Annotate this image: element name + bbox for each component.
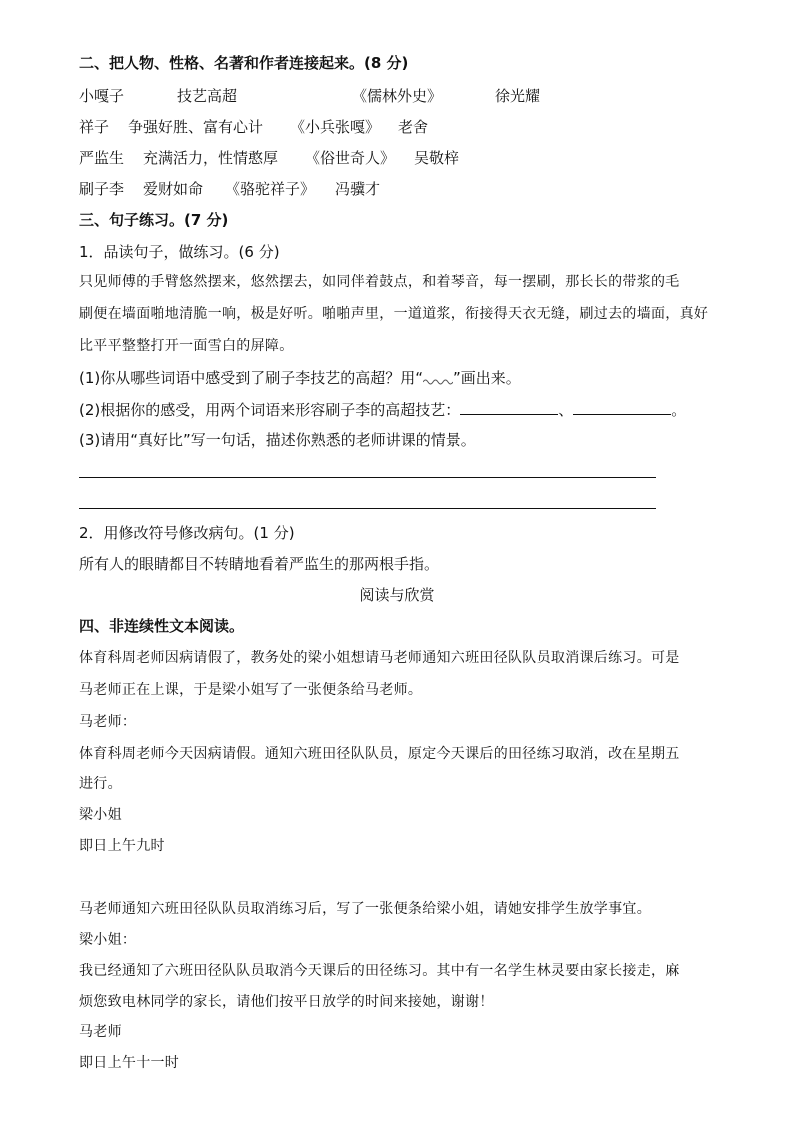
note-salutation: 马老师： xyxy=(79,714,137,730)
note-body-line: 体育科周老师今天因病请假。通知六班田径队队员，原定今天课后的田径练习取消，改在星期五 xyxy=(79,746,680,762)
question2-sentence: 所有人的眼睛都目不转睛地看着严监生的那两根手指。 xyxy=(79,555,440,573)
intro-line: 马老师正在上课，于是梁小姐写了一张便条给马老师。 xyxy=(79,682,423,698)
match-person: 严监生 xyxy=(79,149,125,167)
sub2-end: 。 xyxy=(671,401,687,419)
match-person: 祥子 xyxy=(79,118,110,136)
sub-question-3: (3)请用“真好比”写一句话，描述你熟悉的老师讲课的情景。 xyxy=(79,431,476,449)
note-time: 即日上午九时 xyxy=(79,838,165,854)
note-body-line: 我已经通知了六班田径队队员取消今天课后的田径练习。其中有一名学生林灵要由家长接走，麻 xyxy=(79,963,680,979)
sub-question-2 xyxy=(79,399,686,420)
sub2-text: (2)根据你的感受，用两个词语来形容刷子李的高超技艺： xyxy=(79,401,461,419)
match-person: 刷子李 xyxy=(79,180,125,198)
match-author: 冯骥才 xyxy=(335,180,381,198)
match-author: 徐光耀 xyxy=(495,87,541,105)
wavy-underline-icon xyxy=(423,371,453,391)
match-book: 《小兵张嘎》 xyxy=(290,118,381,136)
match-book: 《俗世奇人》 xyxy=(305,149,396,167)
match-trait: 技艺高超 xyxy=(177,87,238,105)
note-salutation: 梁小姐： xyxy=(79,932,137,948)
note-body-line: 进行。 xyxy=(79,776,122,792)
note-time: 即日上午十一时 xyxy=(79,1055,180,1071)
sub1-text-before: (1)你从哪些词语中感受到了刷子李技艺的高超？用“ xyxy=(79,369,424,387)
question1-title: 1．品读句子，做练习。(6 分) xyxy=(79,243,280,261)
answer-line[interactable] xyxy=(79,477,656,478)
answer-line[interactable] xyxy=(79,508,656,509)
match-trait: 争强好胜、富有心计 xyxy=(128,118,264,136)
note-signer: 马老师 xyxy=(79,1024,122,1040)
section3-title: 三、句子练习。(7 分) xyxy=(79,211,229,229)
transition-line: 马老师通知六班田径队队员取消练习后，写了一张便条给梁小姐，请她安排学生放学事宜。 xyxy=(79,901,651,917)
note-body-line: 烦您致电林同学的家长，请他们按平日放学的时间来接她，谢谢！ xyxy=(79,994,494,1010)
section2-title: 二、把人物、性格、名著和作者连接起来。(8 分) xyxy=(79,54,409,72)
passage-line: 刷便在墙面啪地清脆一响，极是好听。啪啪声里，一道道浆，衔接得天衣无缝，刷过去的墙面，真好 xyxy=(79,306,709,322)
match-trait: 充满活力，性情憨厚 xyxy=(143,149,279,167)
match-book: 《儒林外史》 xyxy=(352,87,443,105)
match-author: 老舍 xyxy=(398,118,429,136)
match-book: 《骆驼祥子》 xyxy=(225,180,316,198)
question2-title: 2．用修改符号修改病句。(1 分) xyxy=(79,524,295,542)
intro-line: 体育科周老师因病请假了，教务处的梁小姐想请马老师通知六班田径队队员取消课后练习。可是 xyxy=(79,650,680,666)
sub-question-1 xyxy=(79,368,521,388)
passage-line: 只见师傅的手臂悠然摆来，悠然摆去，如同伴着鼓点，和着琴音，每一摆刷，那长长的带浆的毛 xyxy=(79,274,680,290)
sub2-separator: 、 xyxy=(558,401,574,419)
answer-blank[interactable] xyxy=(573,399,671,415)
answer-blank[interactable] xyxy=(460,399,558,415)
match-person: 小嘎子 xyxy=(79,87,125,105)
sub1-text-after: ”画出来。 xyxy=(453,369,521,387)
section4-title: 四、非连续性文本阅读。 xyxy=(79,617,245,635)
match-author: 吴敬梓 xyxy=(414,149,460,167)
passage-line: 比平平整整打开一面雪白的屏障。 xyxy=(79,338,294,354)
match-trait: 爱财如命 xyxy=(143,180,204,198)
reading-heading: 阅读与欣赏 xyxy=(359,586,435,604)
note-signer: 梁小姐 xyxy=(79,807,122,823)
